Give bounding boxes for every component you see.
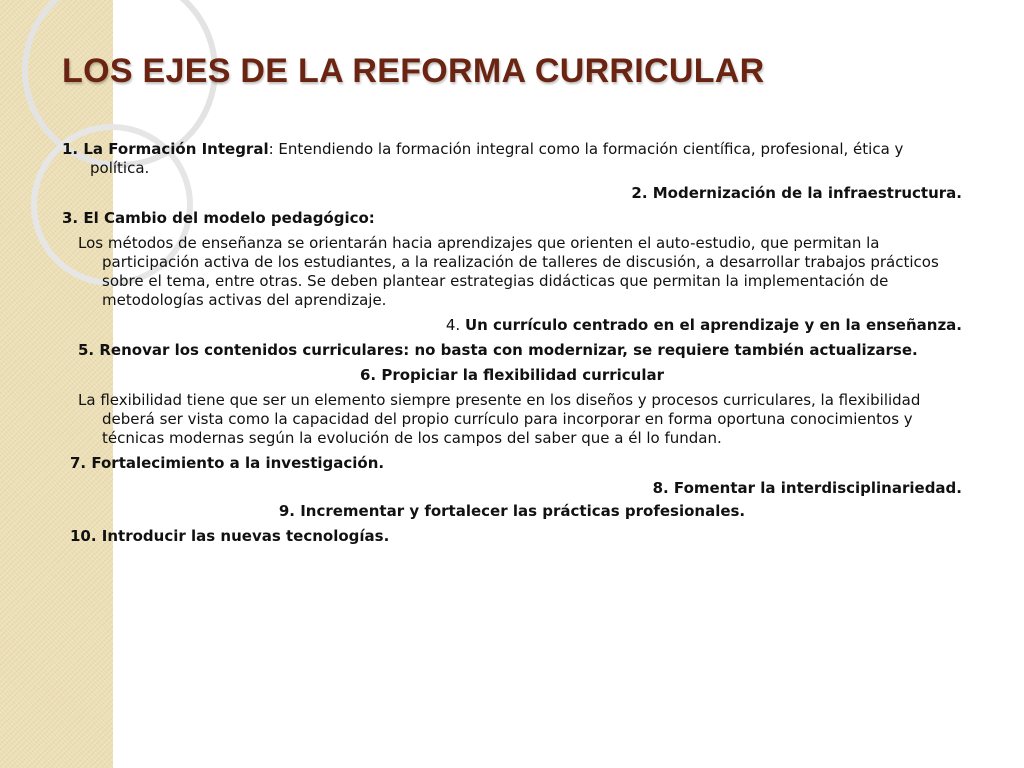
axis-7: 7. Fortalecimiento a la investigación. bbox=[70, 454, 385, 472]
axis-10: 10. Introducir las nuevas tecnologías. bbox=[70, 527, 390, 545]
axis-2: 2. Modernización de la infraestructura. bbox=[631, 184, 962, 202]
slide-body bbox=[62, 140, 962, 546]
axis-4-text: Un currículo centrado en el aprendizaje y en la enseñanza. bbox=[464, 316, 962, 334]
axis-1-label: 1. La Formación Integral bbox=[62, 140, 269, 158]
axis-8: 8. Fomentar la interdisciplinariedad. bbox=[652, 479, 962, 497]
axis-6-description: La flexibilidad tiene que ser un elemento siempre presente en los diseños y procesos curriculares, la flexibilidad deberá ser vista como la capacidad del propio currículo para incorporar en forma oportuna conocimientos y técnicas modernas según la evolución de los campos del saber que a él lo fundan. bbox=[78, 391, 921, 447]
axis-5: 5. Renovar los contenidos curriculares: no basta con modernizar, se requiere también actualizarse. bbox=[78, 341, 918, 359]
axis-6: 6. Propiciar la flexibilidad curricular bbox=[359, 366, 665, 384]
axis-3-description: Los métodos de enseñanza se orientarán hacia aprendizajes que orienten el auto-estudio, que permitan la participación activa de los estudiantes, a la realización de talleres de discusión, a desarrollar trabajos prácticos sobre el tema, entre otras. Se deben plantear estrategias didácticas que permitan la implementación de metodologías activas del aprendizaje. bbox=[78, 234, 939, 309]
axis-4-number: 4. bbox=[445, 316, 465, 334]
axis-1-text: : Entendiendo la formación integral como la formación científica, profesional, ética y política. bbox=[90, 140, 904, 177]
axis-4 bbox=[62, 316, 962, 335]
slide-title: LOS EJES DE LA REFORMA CURRICULAR bbox=[62, 52, 765, 90]
axis-1 bbox=[62, 140, 962, 178]
axis-3: 3. El Cambio del modelo pedagógico: bbox=[62, 209, 375, 227]
axis-9: 9. Incrementar y fortalecer las prácticas profesionales. bbox=[278, 502, 746, 520]
